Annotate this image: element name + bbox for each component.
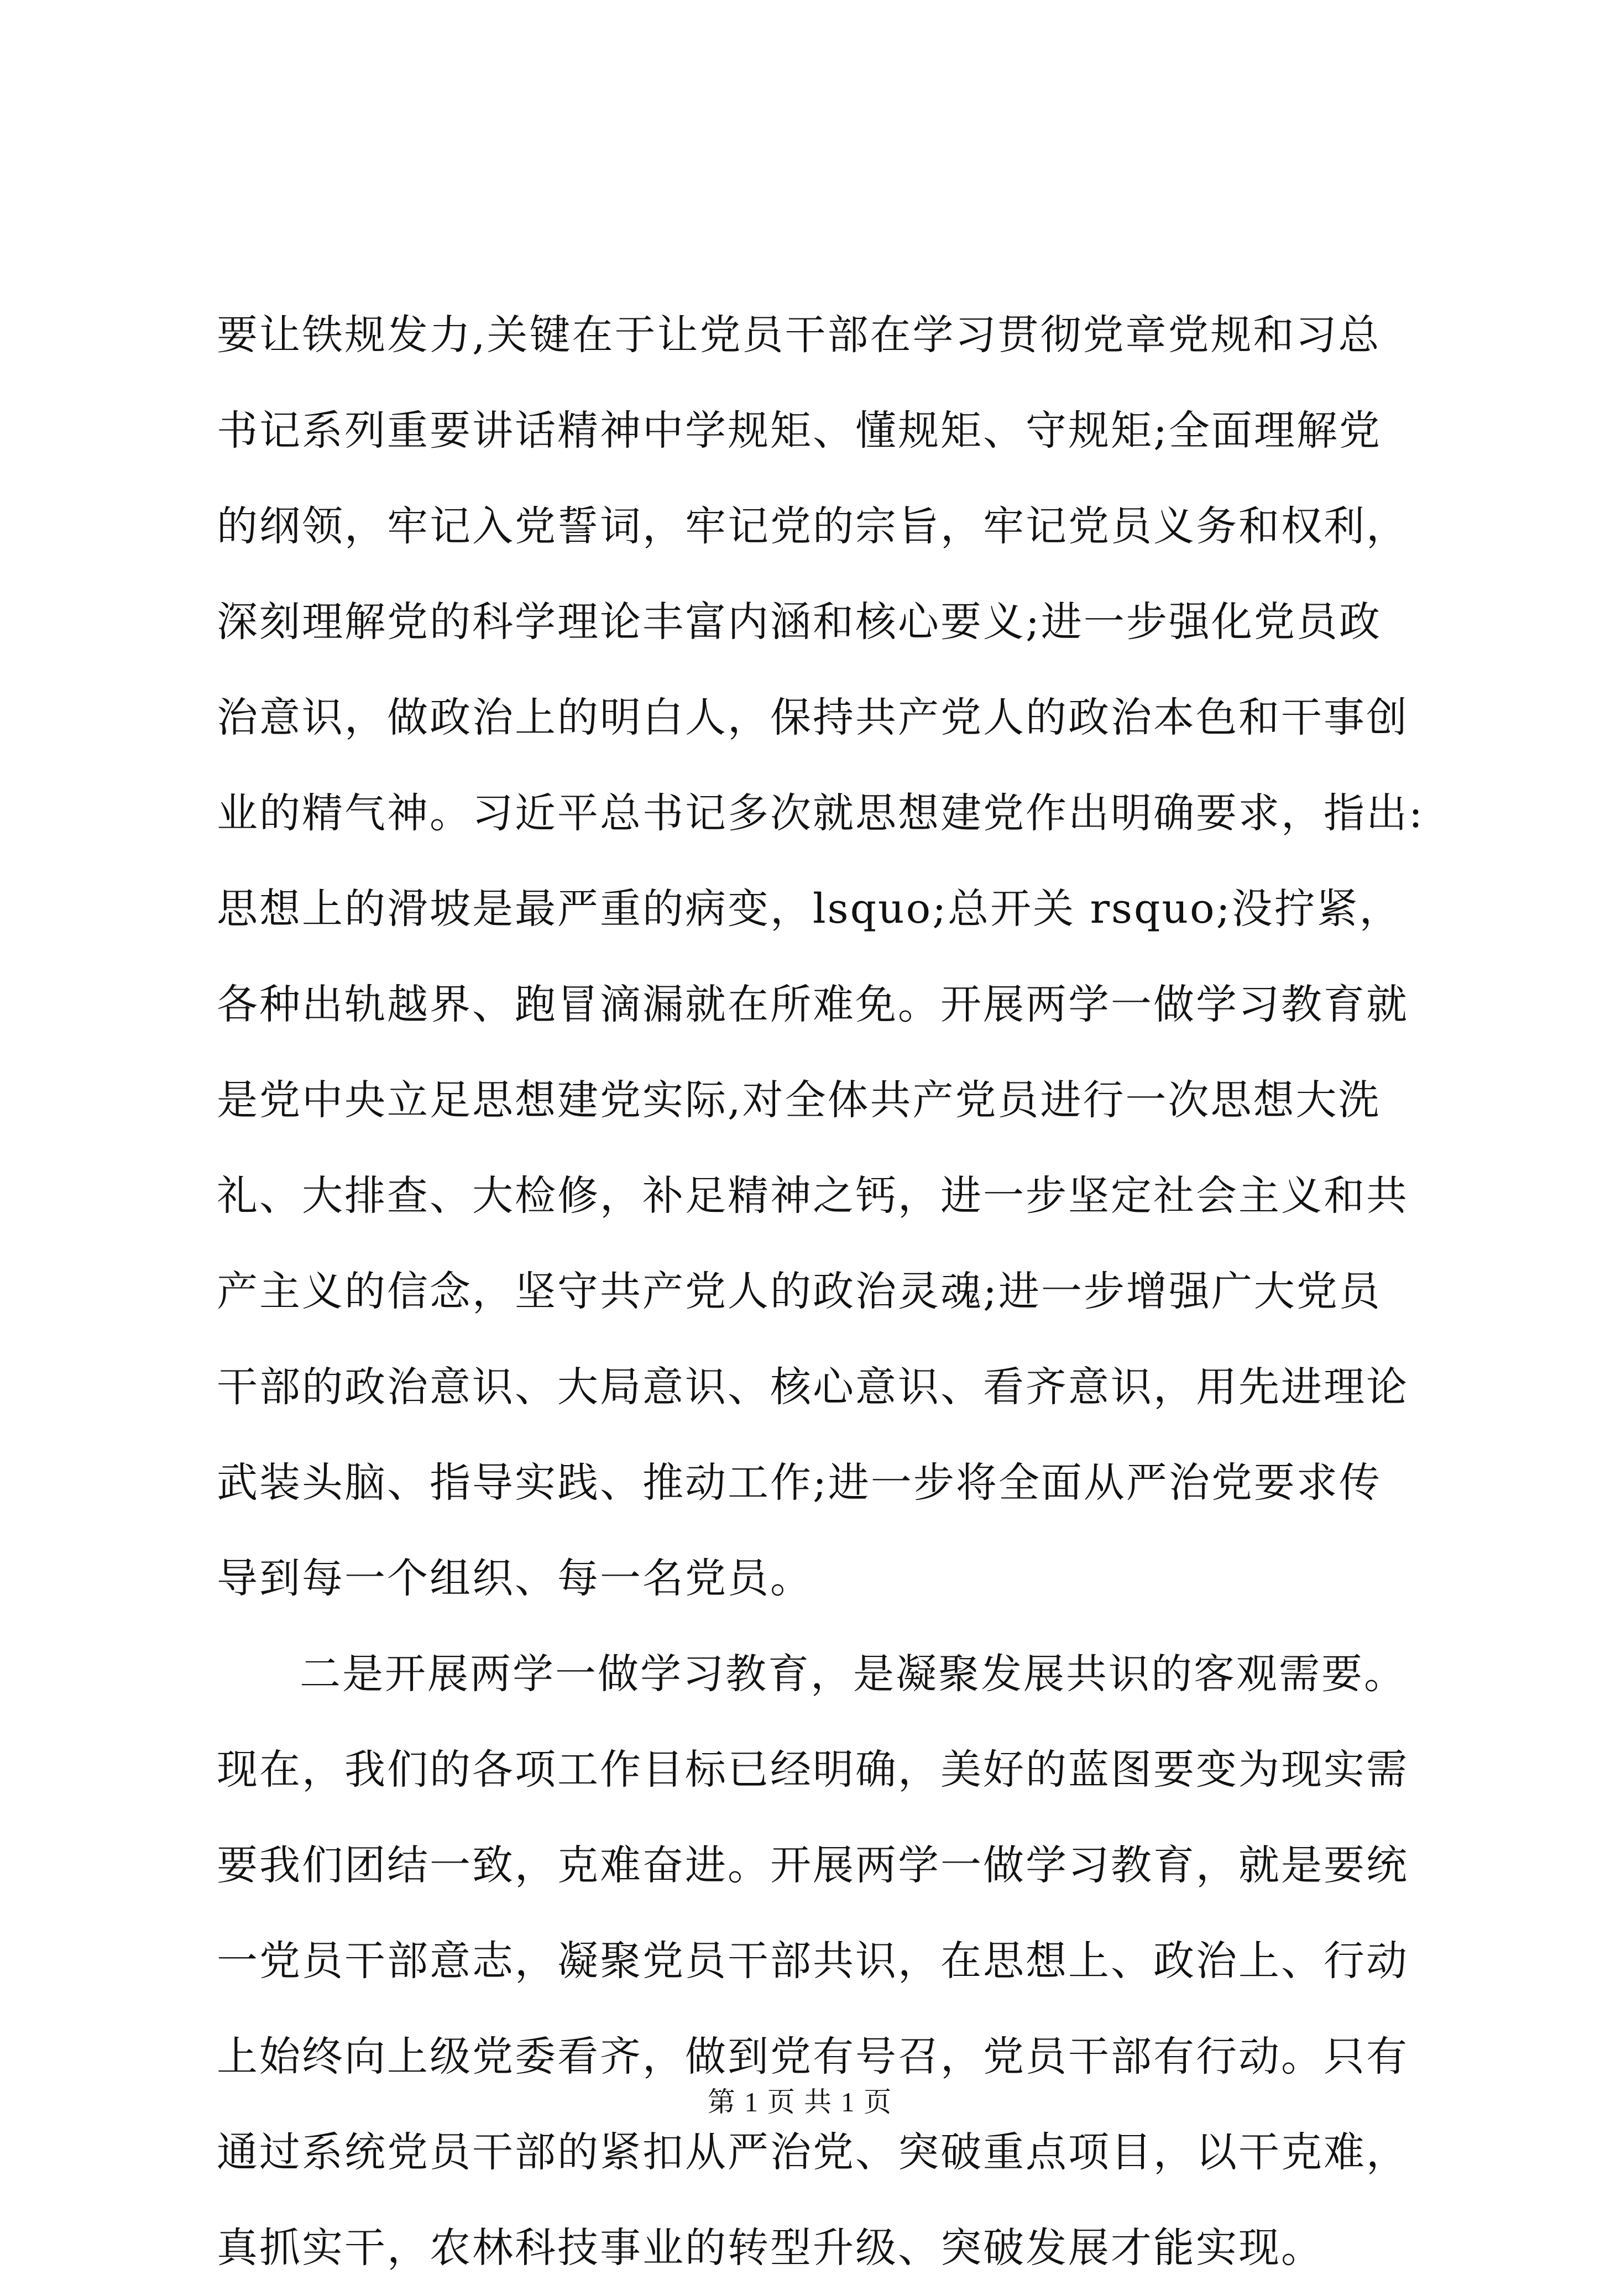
document-body: [217, 287, 1424, 2296]
text-line: 要让铁规发力,关键在于让党员干部在学习贯彻党章党规和习总: [217, 311, 1381, 359]
text-line: 真抓实干，农林科技事业的转型升级、突破发展才能实现。: [217, 2224, 1324, 2272]
paragraph-start-line: 二是开展两学一做学习教育，是凝聚发展共识的客观需要。: [300, 1650, 1406, 1698]
text-line: 是党中央立足思想建党实际,对全体共产党员进行一次思想大洗: [217, 1076, 1381, 1124]
text-line: 业的精气神。习近平总书记多次就思想建党作出明确要求，指出:: [217, 789, 1424, 837]
page-footer: 第 1 页 共 1 页: [707, 2086, 893, 2117]
text-line: 通过系统党员干部的紧扣从严治党、突破重点项目，以干克难，: [217, 2128, 1409, 2176]
text-line: 干部的政治意识、大局意识、核心意识、看齐意识，用先进理论: [217, 1363, 1409, 1411]
text-line: 要我们团结一致，克难奋进。开展两学一做学习教育，就是要统: [217, 1842, 1409, 1889]
text-line: 产主义的信念，坚守共产党人的政治灵魂;进一步增强广大党员: [217, 1268, 1382, 1315]
text-line: 书记系列重要讲话精神中学规矩、懂规矩、守规矩;全面理解党: [217, 407, 1382, 454]
text-line: 导到每一个组织、每一名党员。: [217, 1555, 813, 1602]
text-line: 深刻理解党的科学理论丰富内涵和核心要义;进一步强化党员政: [217, 598, 1382, 646]
text-line: 治意识，做政治上的明白人，保持共产党人的政治本色和干事创: [217, 694, 1409, 741]
text-line: 的纲领，牢记入党誓词，牢记党的宗旨，牢记党员义务和权利，: [217, 503, 1409, 550]
text-line: 思想上的滑坡是最严重的病变，lsquo;总开关 rsquo;没拧紧，: [217, 885, 1402, 933]
text-line: 一党员干部意志，凝聚党员干部共识，在思想上、政治上、行动: [217, 1937, 1409, 1985]
text-line: 上始终向上级党委看齐，做到党有号召，党员干部有行动。只有: [217, 2033, 1409, 2080]
text-line: 武装头脑、指导实践、推动工作;进一步将全面从严治党要求传: [217, 1459, 1382, 1507]
text-line: 礼、大排查、大检修，补足精神之钙，进一步坚定社会主义和共: [217, 1172, 1409, 1220]
text-line: 各种出轨越界、跑冒滴漏就在所难免。开展两学一做学习教育就: [217, 981, 1409, 1028]
text-line: 现在，我们的各项工作目标已经明确，美好的蓝图要变为现实需: [217, 1746, 1409, 1793]
